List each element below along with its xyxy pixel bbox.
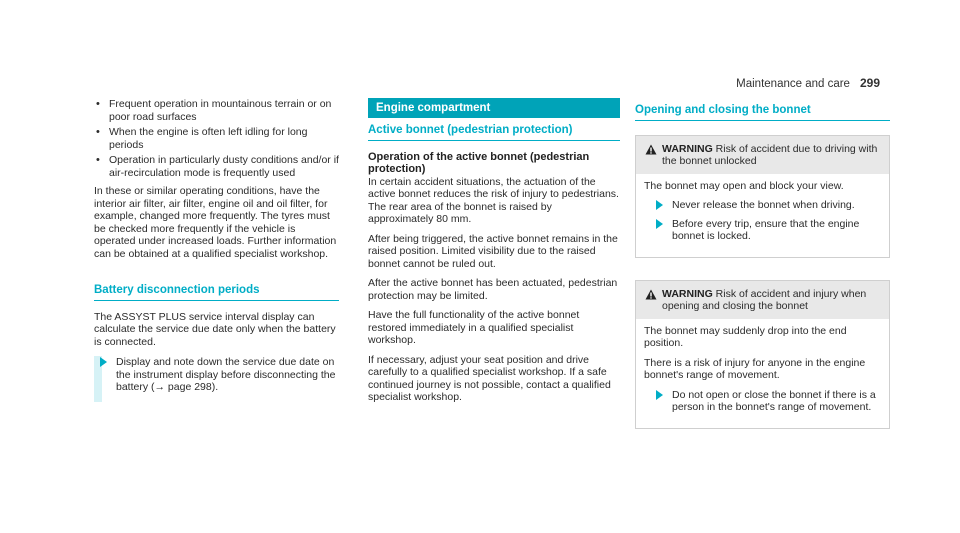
step-arrow-icon <box>656 219 663 229</box>
battery-step: Display and note down the service due date on the instrument display before disconnecting the battery (→ page 298). <box>94 356 339 394</box>
step-arrow-icon <box>100 357 107 367</box>
paragraph: After being triggered, the active bonnet remains in the raised position. Limited visibility due to the raised bonnet cannot be ruled out. <box>368 232 618 270</box>
step-arrow-icon <box>656 390 663 400</box>
battery-paragraph: The ASSYST PLUS service interval display can calculate the service due date only when the battery is connected. <box>94 310 336 348</box>
paragraph: In certain accident situations, the actuation of the active bonnet reduces the risk of injury to pedestrians. The rear area of the bonnet is raised by approximately 80 mm. <box>368 175 619 225</box>
list-item: • Frequent operation in mountainous terrain or on poor road surfaces <box>96 98 332 123</box>
bonnet-heading: Opening and closing the bonnet <box>635 104 890 121</box>
list-item: • When the engine is often left idling for long periods <box>96 126 308 151</box>
header-section-title: Maintenance and care <box>736 78 850 90</box>
warning-body <box>636 174 889 257</box>
paragraph: Have the full functionality of the active bonnet restored immediately in a qualified specialist workshop. <box>368 309 580 346</box>
bullet-icon: • <box>96 126 100 138</box>
warning-box <box>635 280 890 429</box>
battery-heading: Battery disconnection periods <box>94 284 339 301</box>
warning-step: Do not open or close the bonnet if there is a person in the bonnet's range of movement. <box>644 389 881 414</box>
paragraph: After the active bonnet has been actuated, pedestrian protection may be limited. <box>368 277 618 302</box>
bullet-icon: • <box>96 154 100 166</box>
warning-label: WARNING <box>662 287 713 300</box>
column-middle <box>368 98 620 411</box>
warning-triangle-icon <box>645 289 657 300</box>
column-left <box>94 98 339 400</box>
step-arrow-icon <box>656 200 663 210</box>
engine-compartment-band: Engine compartment <box>368 98 620 118</box>
active-bonnet-subheading: Operation of the active bonnet (pedestrian protection) <box>368 150 590 175</box>
warning-text: The bonnet may suddenly drop into the end position. <box>644 324 847 349</box>
warning-title: Risk of accident and injury when opening and closing the bonnet <box>662 287 867 312</box>
warning-box <box>635 135 890 258</box>
bullet-icon: • <box>96 98 100 110</box>
conditions-list <box>94 98 339 179</box>
warning-step: Never release the bonnet when driving. <box>644 199 881 212</box>
active-bonnet-heading: Active bonnet (pedestrian protection) <box>368 124 620 141</box>
warning-body <box>636 319 889 428</box>
warning-title: Risk of accident due to driving with the bonnet unlocked <box>662 142 878 167</box>
battery-step-block <box>94 356 339 394</box>
warning-triangle-icon <box>645 144 657 155</box>
warning-label: WARNING <box>662 142 713 155</box>
warning-text: The bonnet may open and block your view. <box>644 179 844 192</box>
warning-header <box>636 136 889 174</box>
warning-header <box>636 281 889 319</box>
column-right <box>635 98 890 451</box>
page-number: 299 <box>859 76 880 90</box>
conditions-paragraph: In these or similar operating conditions, have the interior air filter, air filter, engine oil and oil filter, for example, changed more frequently. The tyres must be checked more frequently if the vehicle is operated under increased loads. Further information can be obtained at a qualified specialist workshop. <box>94 185 337 260</box>
paragraph: If necessary, adjust your seat position and drive carefully to a qualified specialist workshop. If a safe continued journey is not possible, contact a qualified specialist workshop. <box>368 353 611 403</box>
warning-text: There is a risk of injury for anyone in the engine bonnet's range of movement. <box>644 356 866 381</box>
warning-step: Before every trip, ensure that the engine bonnet is locked. <box>644 218 881 243</box>
list-item: • Operation in particularly dusty conditions and/or if air-recirculation mode is frequently used <box>96 154 339 179</box>
page-header <box>736 76 880 90</box>
